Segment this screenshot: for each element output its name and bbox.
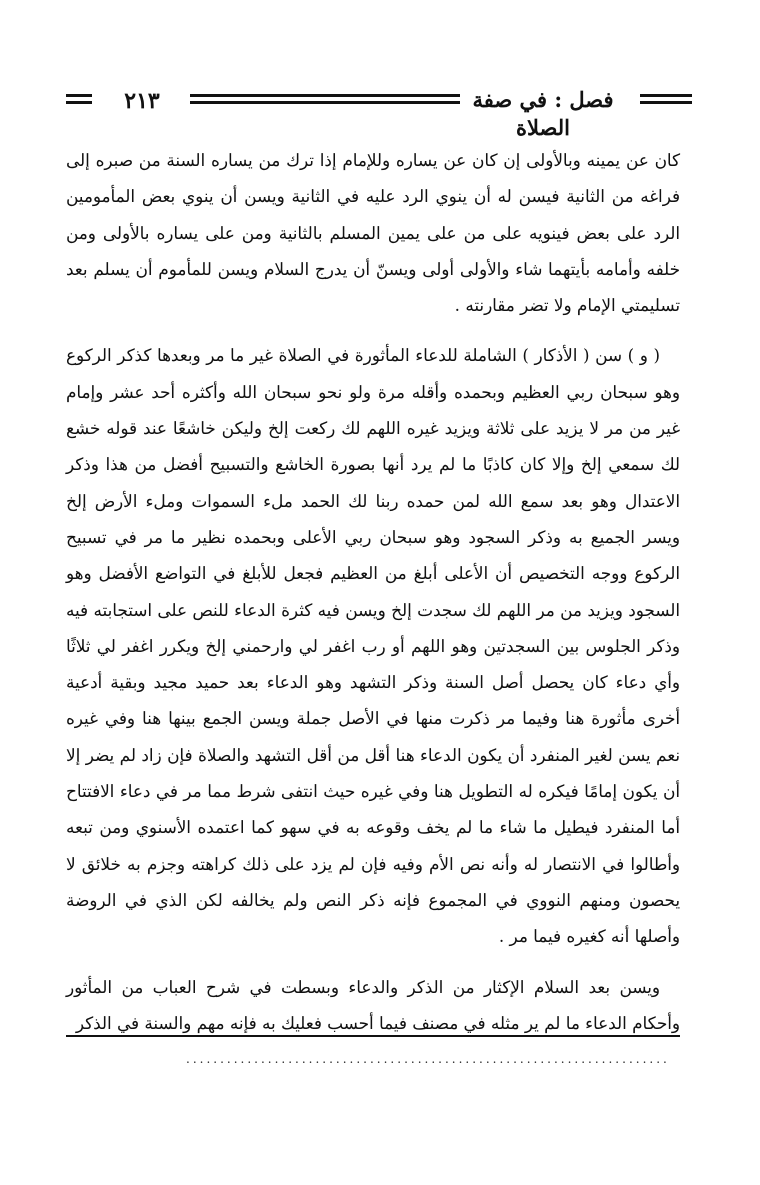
body-paragraph: ويسن بعد السلام الإكثار من الذكر والدعاء وبسطت في شرح العباب من المأثور وأحكام الدعاء ما لم ير مثله في مصنف فيما أحسب فعليك به فإنه مهم والسنة في الذكر	[66, 976, 680, 1033]
chapter-title: فصل : في صفة الصلاة	[472, 87, 614, 140]
header-left-double-rule-bottom	[66, 101, 92, 104]
page-body	[66, 142, 680, 1041]
body-paragraph: كان عن يمينه وبالأولى إن كان عن يساره وللإمام إذا ترك من يساره السنة من صبره إلى فراغه من الثانية فيسن له أن ينوي الرد عليه في الثانية ويسن أن ينوي بعض المأمومين الرد على بعض فينويه على من على يمين المسلم بالثانية ومن على يساره بالأولى ومن خلفه وأمامه بأيتهما شاء والأولى أولى ويسنّ أن يدرج السلام ويسن للمأموم أن يسلم بعد تسليمتي الإمام ولا تضر مقارنته .	[66, 150, 680, 316]
header-center-double-rule-top	[190, 94, 460, 97]
header-left-double-rule-top	[66, 94, 92, 97]
page-number: ٢١٣	[124, 88, 160, 114]
header-center-double-rule-bottom	[190, 101, 460, 104]
footnote-placeholder: .......................................................................	[186, 1052, 670, 1066]
running-header	[66, 82, 692, 140]
footnote-separator	[66, 1035, 680, 1037]
body-paragraph: ( و ) سن ( الأذكار ) الشاملة للدعاء المأثورة في الصلاة غير ما مر وبعدها كذكر الركوع وهو سبحان ربي العظيم وبحمده وأقله مرة ولو نحو سبحان الله وأكثره أحد عشر وإمام غير من مر لا يزيد على ثلاثة ويزيد غيره اللهم لك ركعت إلخ وليكن خاشعًا عند قوله خشع لك سمعي إلخ وإلا كان كاذبًا ما لم يرد أنها بصورة الخاشع والتسبيح أفضل من هذا وذكر الاعتدال وهو بعد سمع الله لمن حمده ربنا لك الحمد ملء السموات وملء الأرض إلخ ويسر الجميع به وذكر السجود وهو سبحان ربي الأعلى وبحمده نظير ما مر في تسبيح الركوع ووجه التخصيص أن الأعلى أبلغ من العظيم فجعل للأبلغ في التواضع الأفضل وهو السجود ويزيد من مر اللهم لك سجدت إلخ ويسن فيه كثرة الدعاء للنص على استجابته فيه وذكر الجلوس بين السجدتين وهو اللهم أو رب اغفر لي وارحمني إلخ ويكرر اغفر لي ثلاثًا وأي دعاء كان يحصل أصل السنة وذكر التشهد وهو الدعاء بعد حميد مجيد وبقية أدعية أخرى مأثورة هنا وفيما مر ذكرت منها في الأصل جملة ويسن الجمع بينها هنا وفي غيره نعم يسن لغير المنفرد أن يكون الدعاء هنا أقل من أقل التشهد والصلاة فإن زاد لم يضر إلا أن يكون إمامًا فيكره له التطويل هنا وفي غيره حيث انتفى شرط مما مر في دعاء الافتتاح أما المنفرد فيطيل ما شاء ما لم يخف وقوعه به في سهو كما اعتمده الأسنوي ومن تبعه وأطالوا في الانتصار له وأنه نص الأم وفيه فإن لم يزد على ذلك كراهته وجزم به خلائق لا يحصون ومنهم النووي في المجموع فإنه ذكر النص ولم يخالفه لكن الذي في الروضة وأصلها أنه كغيره فيما مر .	[66, 345, 680, 947]
header-right-double-rule-bottom	[640, 101, 692, 104]
header-right-double-rule-top	[640, 94, 692, 97]
